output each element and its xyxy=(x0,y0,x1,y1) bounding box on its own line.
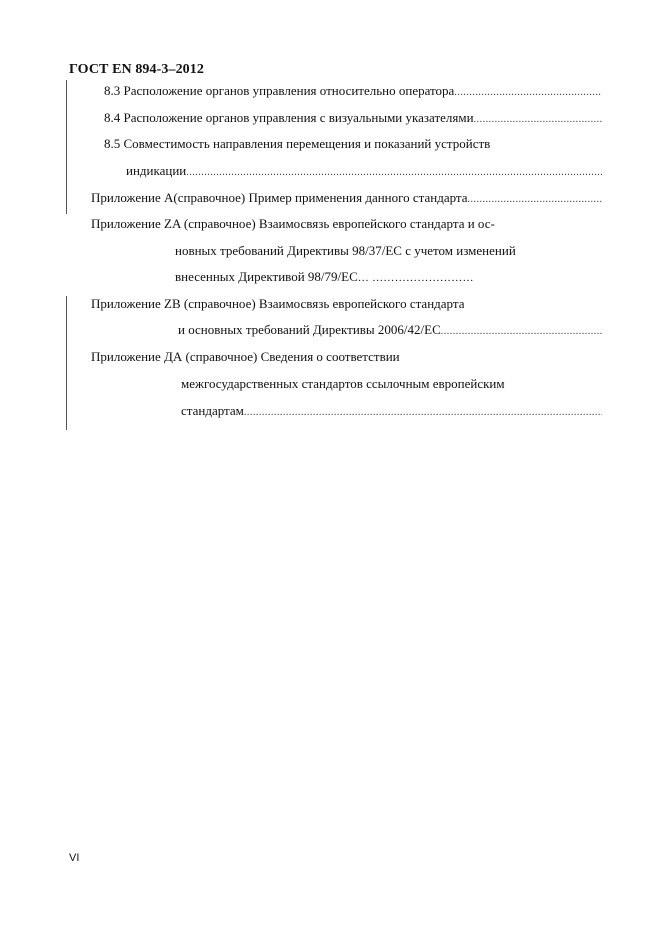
toc-entry-8-5[interactable] xyxy=(104,136,490,152)
toc-appendix-za-continued[interactable] xyxy=(175,243,516,259)
document-header: ГОСТ EN 894-3–2012 xyxy=(69,62,204,77)
toc-appendix-da-continued[interactable] xyxy=(181,403,602,419)
dot-leader xyxy=(186,165,602,179)
toc-appendix-zb-continued[interactable] xyxy=(178,322,602,338)
toc-entry-text: Приложение ZB (справочное) Взаимосвязь европейского стандарта xyxy=(91,296,465,311)
revision-bar xyxy=(66,296,67,430)
toc-appendix-da[interactable] xyxy=(91,349,400,365)
toc-entry-text: Приложение ZA (справочное) Взаимосвязь европейского стандарта и ос- xyxy=(91,216,495,231)
toc-entry-text: 8.5 Совместимость направления перемещения и показаний устройств xyxy=(104,136,491,151)
dot-leader xyxy=(441,324,602,338)
toc-entry-text: 8.3 Расположение органов управления относительно оператора xyxy=(104,83,455,98)
toc-appendix-za-continued[interactable] xyxy=(175,269,474,285)
dot-leader xyxy=(474,112,602,126)
page-number: VI xyxy=(69,852,80,864)
dot-leader xyxy=(244,405,602,419)
toc-entry-text: 8.4 Расположение органов управления с визуальными указателями xyxy=(104,110,474,125)
toc-entry-text: индикации xyxy=(126,163,187,178)
toc-entry-text: новных требований Директивы 98/37/ЕС с учетом изменений xyxy=(175,243,516,258)
toc-appendix-a[interactable] xyxy=(91,190,602,206)
toc-entry-text: внесенных Директивой 98/79/ЕС xyxy=(175,269,358,284)
revision-bar xyxy=(66,80,67,214)
toc-entry-text: Приложение ДА (справочное) Сведения о соответствии xyxy=(91,349,400,364)
toc-entry-8-5-continued[interactable] xyxy=(126,163,602,179)
toc-entry-text: стандартам xyxy=(181,403,244,418)
toc-entry-text: межгосударственных стандартов ссылочным европейским xyxy=(181,376,505,391)
toc-appendix-zb[interactable] xyxy=(91,296,464,312)
dot-leader xyxy=(454,85,602,99)
toc-entry-text: и основных требований Директивы 2006/42/ЕС xyxy=(178,322,441,337)
toc-entry-text: Приложение А(справочное) Пример применения данного стандарта xyxy=(91,190,468,205)
toc-entry-8-3[interactable] xyxy=(104,83,602,99)
toc-entry-8-4[interactable] xyxy=(104,110,602,126)
toc-appendix-da-continued[interactable] xyxy=(181,376,505,392)
dot-leader: … ……………………… xyxy=(357,272,474,284)
toc-appendix-za[interactable] xyxy=(91,216,495,232)
dot-leader xyxy=(468,192,602,206)
